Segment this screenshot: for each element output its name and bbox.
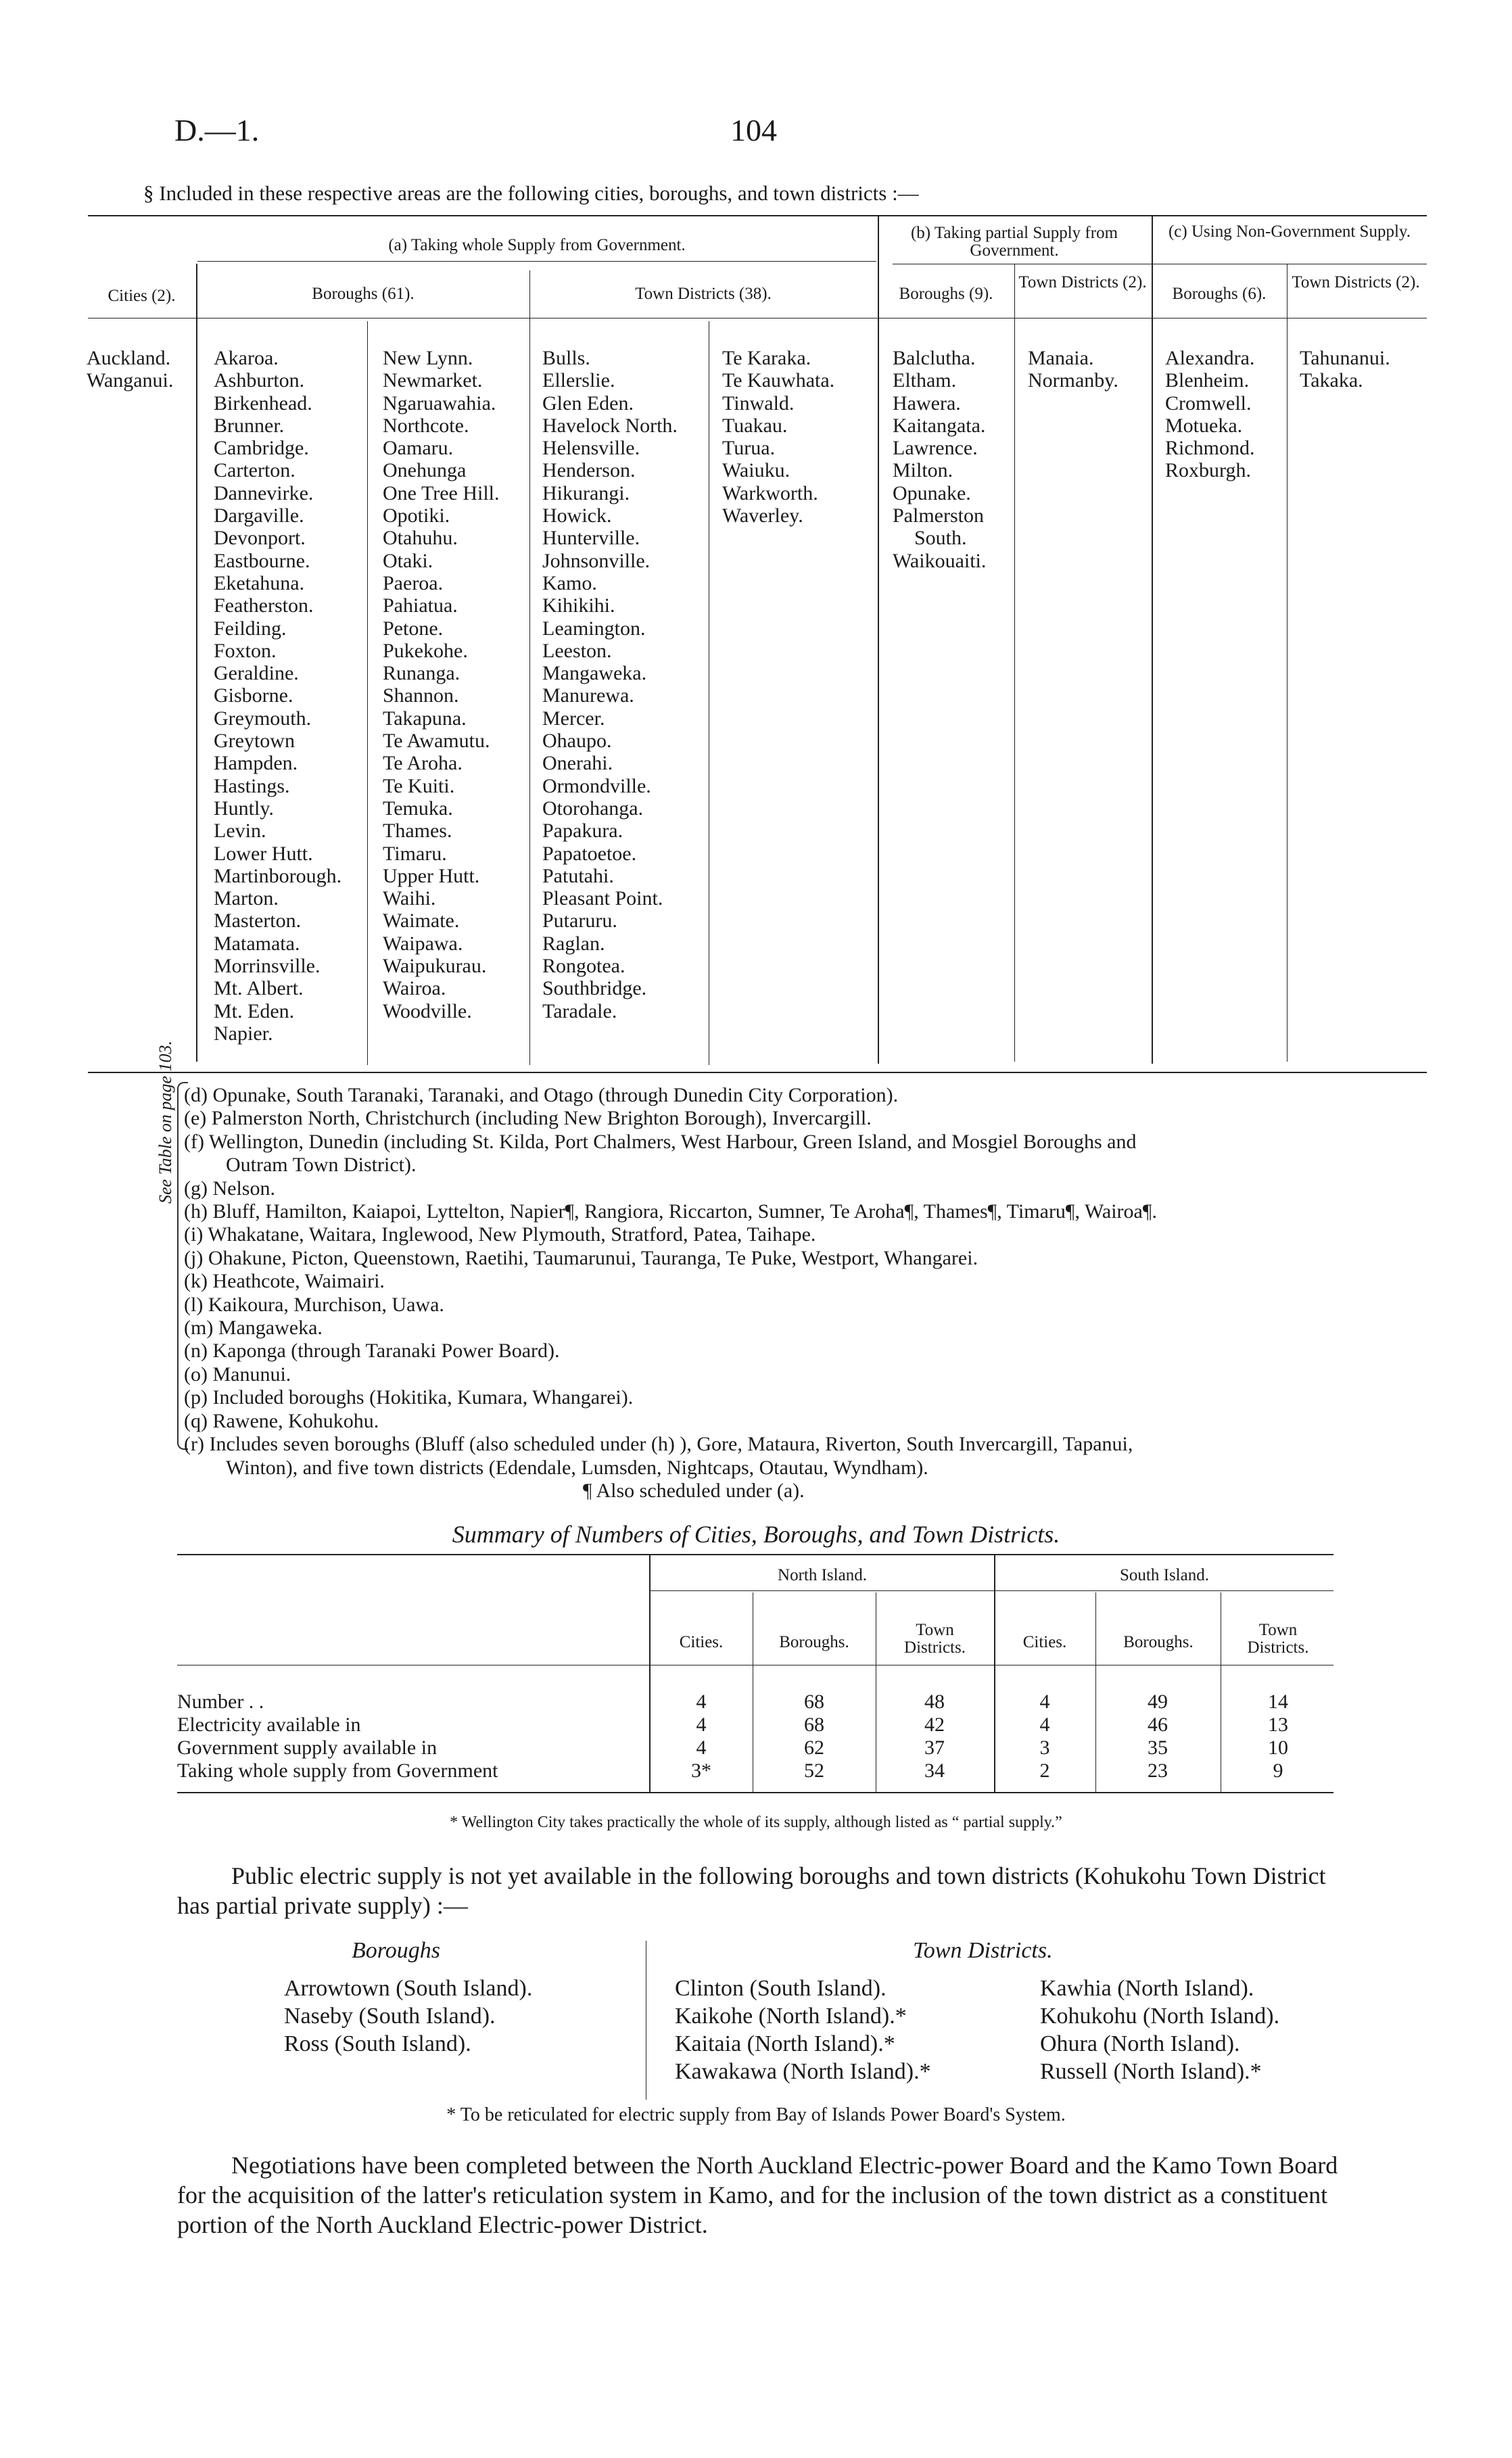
list-item: Takapuna. [383,707,467,730]
list-item: Hikurangi. [542,481,630,504]
list-item: Te Awamutu. [383,730,490,753]
list-item: Brunner. [214,414,285,437]
list-item: Napier. [214,1022,273,1045]
list-item: Arrowtown (South Island). [284,1976,533,2001]
list-item: Newmarket. [383,369,483,392]
public-supply-paragraph: Public electric supply is not yet available in the following boroughs and town districts (Kohukohu Town District has partial private supply) :— [177,1862,1326,1919]
summary-cell: 3* [691,1759,711,1782]
note-item: (o) Manunui. [184,1363,291,1386]
list-item: Lawrence. [893,437,978,460]
list-item: Warkworth. [722,481,818,504]
summary-footnote: * Wellington City takes practically the whole of its supply, although listed as “ partial supply.” [450,1814,1062,1831]
summary-cell: 34 [924,1759,945,1782]
list-item: Howick. [542,504,612,527]
list-boroughs-b [893,347,986,572]
list-item: Patutahi. [542,864,614,887]
summary-cell: 49 [1148,1691,1168,1713]
summary-col-divider [649,1554,651,1792]
list-item: Birkenhead. [214,392,312,415]
list-item: Waiuku. [722,459,790,482]
closing-paragraph: Negotiations have been completed between the North Auckland Electric-power Board and the Kamo Town Board for the acquisition of the latter's reticulation system in Kamo, and for the inclusion of the town district as a constituent portion of the North Auckland Electric-power District. [177,2152,1338,2238]
list-item: Glen Eden. [542,392,634,415]
note-item: (m) Mangaweka. [184,1317,323,1340]
list-item: Richmond. [1165,437,1255,460]
list-item: Martinborough. [214,864,342,887]
list-item: Matamata. [214,932,300,955]
list-boroughs-a1 [214,347,341,1045]
summary-cell: 4 [696,1736,707,1759]
boroughs-heading: Boroughs [352,1938,440,1963]
note-item: (k) Heathcote, Waimairi. [184,1270,385,1293]
list-town-a1 [542,347,678,1022]
list-item: Mangaweka. [542,662,647,685]
list-item: Dannevirke. [214,481,314,504]
note-item: (n) Kaponga (through Taranaki Power Board). [184,1340,560,1363]
list-item: Pleasant Point. [542,887,663,910]
list-item: Hunterville. [542,527,640,550]
list-boroughs-c [1165,347,1255,482]
list-item: Hampden. [214,752,298,775]
page-number: 104 [730,113,777,147]
list-item: Papakura. [542,820,623,843]
list-item: Hastings. [214,774,290,797]
list-item: Tahunanui. [1300,347,1390,369]
list-item: Tinwald. [722,392,795,415]
list-item: Auckland. [87,347,171,369]
summary-cell: 52 [804,1759,824,1782]
group-a-header: (a) Taking whole Supply from Government. [388,236,686,254]
summary-col-boroughs-s: Boroughs. [1123,1633,1194,1651]
list-item: Mercer. [542,707,605,730]
list-item: Balclutha. [893,347,976,369]
town-list-2 [1040,1975,1279,2085]
list-item: Waipawa. [383,932,463,955]
list-item: Manurewa. [542,684,634,707]
list-item: Clinton (South Island). [675,1976,887,2001]
summary-col-divider [994,1554,995,1792]
summary-cell: 13 [1268,1713,1288,1736]
town-districts-heading: Town Districts. [913,1938,1053,1963]
list-item: Oamaru. [383,437,454,460]
summary-cell: 62 [804,1736,824,1759]
summary-col-cities: Cities. [679,1633,724,1651]
note-item: (h) Bluff, Hamilton, Kaiapoi, Lyttelton, Napier¶, Rangiora, Riccarton, Sumner, Te Aroha¶, Thames¶, Timaru¶, Wairoa¶. [184,1200,1157,1223]
list-item: Woodville. [383,999,472,1022]
summary-cell: 23 [1148,1759,1168,1782]
summary-col-values [661,1691,742,1782]
note-item: (f) Wellington, Dunedin (including St. Kilda, Port Chalmers, West Harbour, Green Island, and Mosgiel Boroughs and [184,1130,1137,1153]
summary-row-label: Electricity available in [177,1713,361,1736]
list-item: Ohaupo. [542,730,612,753]
reticulated-note: * To be reticulated for electric supply from Bay of Islands Power Board's System. [446,2104,1066,2125]
col-divider [878,215,879,1064]
list-item: Waihi. [383,887,436,910]
list-item: Turua. [722,437,776,460]
list-item: Kamo. [542,571,597,594]
note-item: (d) Opunake, South Taranaki, Taranaki, and Otago (through Dunedin City Corporation). [184,1084,899,1106]
col-divider [1152,215,1153,1064]
list-item: Mt. Eden. [214,999,295,1022]
list-item: Palmerston [893,504,984,527]
col-header-town-c: Town Districts (2). [1292,273,1420,291]
list-item: Te Karaka. [722,347,811,369]
list-item: Petone. [383,617,444,640]
summary-cell: 4 [696,1691,707,1713]
list-item: Foxton. [214,639,277,662]
list-item: Te Aroha. [383,752,463,775]
summary-cell: 4 [1039,1713,1050,1736]
list-item: Greymouth. [214,707,312,730]
list-item: Pahiatua. [383,594,458,617]
summary-col-values [1004,1691,1085,1782]
note-item: (l) Kaikoura, Murchison, Uawa. [184,1293,444,1316]
list-item: Lower Hutt. [214,842,313,865]
list-item: Waimate. [383,909,460,932]
summary-col-cities-s: Cities. [1022,1633,1067,1651]
col-divider [1014,264,1015,1062]
list-item: Runanga. [383,662,460,685]
list-item: Kawakawa (North Island).* [675,2059,931,2084]
list-item: Bulls. [542,347,590,369]
summary-island-rule [651,1590,1333,1591]
list-item: Ngaruawahia. [383,392,496,415]
summary-title: Summary of Numbers of Cities, Boroughs, and Town Districts. [452,1521,1060,1548]
list-item: Greytown [214,730,295,753]
list-item: Havelock North. [542,414,678,437]
summary-cell: 4 [696,1713,707,1736]
list-item: Marton. [214,887,279,910]
list-item: Manaia. [1028,347,1094,369]
list-item: Upper Hutt. [383,864,480,887]
list-item: Wairoa. [383,977,446,1000]
summary-col-values [1117,1691,1198,1782]
list-item: Otorohanga. [542,797,644,820]
list-item: Motueka. [1165,414,1243,437]
list-item: Huntly. [214,797,274,820]
col-header-town-a: Town Districts (38). [635,285,772,303]
list-item: Opotiki. [383,504,450,527]
summary-col-values [894,1691,975,1782]
group-a-rule [197,261,876,262]
summary-cell: 4 [1039,1691,1050,1713]
list-town-c [1300,347,1390,392]
summary-col-town-s: Town Districts. [1247,1621,1309,1657]
list-item: Takaka. [1300,369,1363,392]
summary-cell: 37 [924,1736,945,1759]
col-header-cities: Cities (2). [108,287,176,305]
list-item: Naseby (South Island). [284,2004,496,2029]
list-item: Geraldine. [214,662,299,685]
summary-cell: 48 [924,1691,945,1713]
list-item: Dargaville. [214,504,304,527]
table-bottom-rule [88,1072,1427,1073]
list-item: Cromwell. [1165,392,1252,415]
summary-cell: 14 [1268,1691,1288,1713]
list-item: Putaruru. [542,909,617,932]
list-item: Waipukurau. [383,955,487,978]
col-header-town-b: Town Districts (2). [1018,273,1147,291]
notes-list [184,1084,1388,1503]
list-item: Tuakau. [722,414,788,437]
note-item: (p) Included boroughs (Hokitika, Kumara, Whangarei). [184,1386,634,1409]
summary-row-label: Number . . [177,1691,264,1713]
summary-top-rule [177,1554,1333,1555]
list-item: Milton. [893,459,953,482]
summary-row-label: Government supply available in [177,1736,438,1759]
summary-cell: 35 [1148,1736,1168,1759]
summary-cell: 3 [1039,1736,1050,1759]
list-item: Onerahi. [542,752,613,775]
list-item: South. [914,527,967,550]
list-boroughs-a2 [383,347,500,1022]
list-item: Kawhia (North Island). [1040,1976,1254,2001]
note-item: ¶ Also scheduled under (a). [583,1479,805,1502]
summary-north-island: North Island. [778,1566,867,1584]
list-item: Raglan. [542,932,605,955]
note-item: Winton), and five town districts (Edendale, Lumsden, Nightcaps, Otautau, Wyndham). [226,1456,928,1479]
list-item: Rongotea. [542,955,625,978]
list-item: Temuka. [383,797,453,820]
summary-row-label: Taking whole supply from Government [177,1759,498,1782]
list-item: Feilding. [214,617,287,640]
list-item: Featherston. [214,594,314,617]
list-item: Kaitaia (North Island).* [675,2031,895,2056]
list-item: Southbridge. [542,977,647,1000]
list-item: Leamington. [542,617,646,640]
list-item: Waikouaiti. [893,549,987,572]
list-item: Ashburton. [214,369,305,392]
note-item: Outram Town District). [226,1154,417,1177]
summary-col-values [774,1691,855,1782]
list-item: Eastbourne. [214,549,310,572]
list-item: Kaitangata. [893,414,986,437]
note-item: (j) Ohakune, Picton, Queenstown, Raetihi, Taumarunui, Tauranga, Te Puke, Westport, Whangarei. [184,1246,978,1269]
list-town-a2 [722,347,834,527]
list-item: One Tree Hill. [383,481,500,504]
list-item: Akaroa. [214,347,279,369]
list-item: Ormondville. [542,774,651,797]
side-label: See Table on page 103. [156,1041,175,1204]
summary-col-town: Town Districts. [904,1621,966,1657]
list-item: Timaru. [383,842,447,865]
summary-cell: 68 [804,1691,824,1713]
list-item: Otahuhu. [383,527,458,550]
summary-cell: 68 [804,1713,824,1736]
list-item: Eketahuna. [214,571,305,594]
list-item: Eltham. [893,369,957,392]
list-item: Normanby. [1028,369,1118,392]
summary-cell: 46 [1148,1713,1168,1736]
note-item: (i) Whakatane, Waitara, Inglewood, New Plymouth, Stratford, Patea, Taihape. [184,1223,816,1246]
summary-col-boroughs: Boroughs. [779,1633,849,1651]
note-item: (g) Nelson. [184,1177,275,1200]
list-item: Kaikohe (North Island).* [675,2004,907,2029]
summary-south-island: South Island. [1120,1566,1209,1584]
list-item: Helensville. [542,437,640,460]
list-item: Henderson. [542,459,636,482]
list-item: Shannon. [383,684,459,707]
summary-cell: 42 [924,1713,945,1736]
group-c-header: (c) Using Non-Government Supply. [1168,222,1411,241]
col-header-boroughs-a: Boroughs (61). [312,285,415,303]
col-divider [529,270,530,1065]
note-item: (r) Includes seven boroughs (Bluff (also scheduled under (h) ), Gore, Mataura, Riverton, South Invercargill, Tapanui, [184,1433,1133,1456]
list-item: Roxburgh. [1165,459,1251,482]
list-item: Blenheim. [1165,369,1250,392]
list-item: Gisborne. [214,684,293,707]
summary-row-labels [177,1691,498,1782]
intro-text: § Included in these respective areas are the following cities, boroughs, and town districts :— [143,181,919,205]
summary-cell: 10 [1268,1736,1288,1759]
boroughs-list [284,1975,532,2058]
town-list-1 [675,1975,931,2085]
document-code: D.—1. [174,113,260,147]
list-item: Papatoetoe. [542,842,637,865]
list-item: Devonport. [214,527,306,550]
list-item: Te Kuiti. [383,774,455,797]
list-item: Thames. [383,820,452,843]
list-item: Ellerslie. [542,369,615,392]
col-divider [196,264,197,1062]
summary-cell: 2 [1039,1759,1050,1782]
list-item: Ross (South Island). [284,2031,471,2056]
list-town-b [1028,347,1118,392]
col-header-boroughs-c: Boroughs (6). [1172,285,1267,303]
note-item: (e) Palmerston North, Christchurch (including New Brighton Borough), Invercargill. [184,1107,872,1130]
list-item: Otaki. [383,549,433,572]
note-item: (q) Rawene, Kohukohu. [184,1409,379,1432]
list-item: Mt. Albert. [214,977,304,1000]
summary-col-divider [1095,1592,1096,1792]
list-item: Carterton. [214,459,296,482]
list-item: Levin. [214,820,266,843]
list-item: Cambridge. [214,437,309,460]
col-header-boroughs-b: Boroughs (9). [899,285,993,303]
list-item: Wanganui. [87,369,174,392]
table-top-rule [88,215,1427,216]
list-item: Kohukohu (North Island). [1040,2004,1280,2029]
list-item: Pukekohe. [383,639,468,662]
list-item: New Lynn. [383,347,473,369]
list-item: Hawera. [893,392,961,415]
list-item: Te Kauwhata. [722,369,835,392]
list-item: Russell (North Island).* [1040,2059,1262,2084]
list-item: Onehunga [383,459,467,482]
list-cities [87,347,173,392]
group-b-header: (b) Taking partial Supply from Government. [910,224,1118,260]
col-divider [367,321,368,1065]
list-item: Kihikihi. [542,594,615,617]
list-item: Taradale. [542,999,617,1022]
summary-bottom-rule [177,1792,1333,1793]
list-item: Waverley. [722,504,803,527]
list-item: Ohura (North Island). [1040,2031,1240,2056]
list-item: Alexandra. [1165,347,1255,369]
list-item: Paeroa. [383,571,444,594]
list-item: Northcote. [383,414,469,437]
summary-col-values [1237,1691,1319,1782]
list-item: Masterton. [214,909,302,932]
summary-cell: 9 [1273,1759,1283,1782]
list-item: Leeston. [542,639,612,662]
list-item: Morrinsville. [214,955,321,978]
list-item: Opunake. [893,481,971,504]
list-item: Johnsonville. [542,549,651,572]
